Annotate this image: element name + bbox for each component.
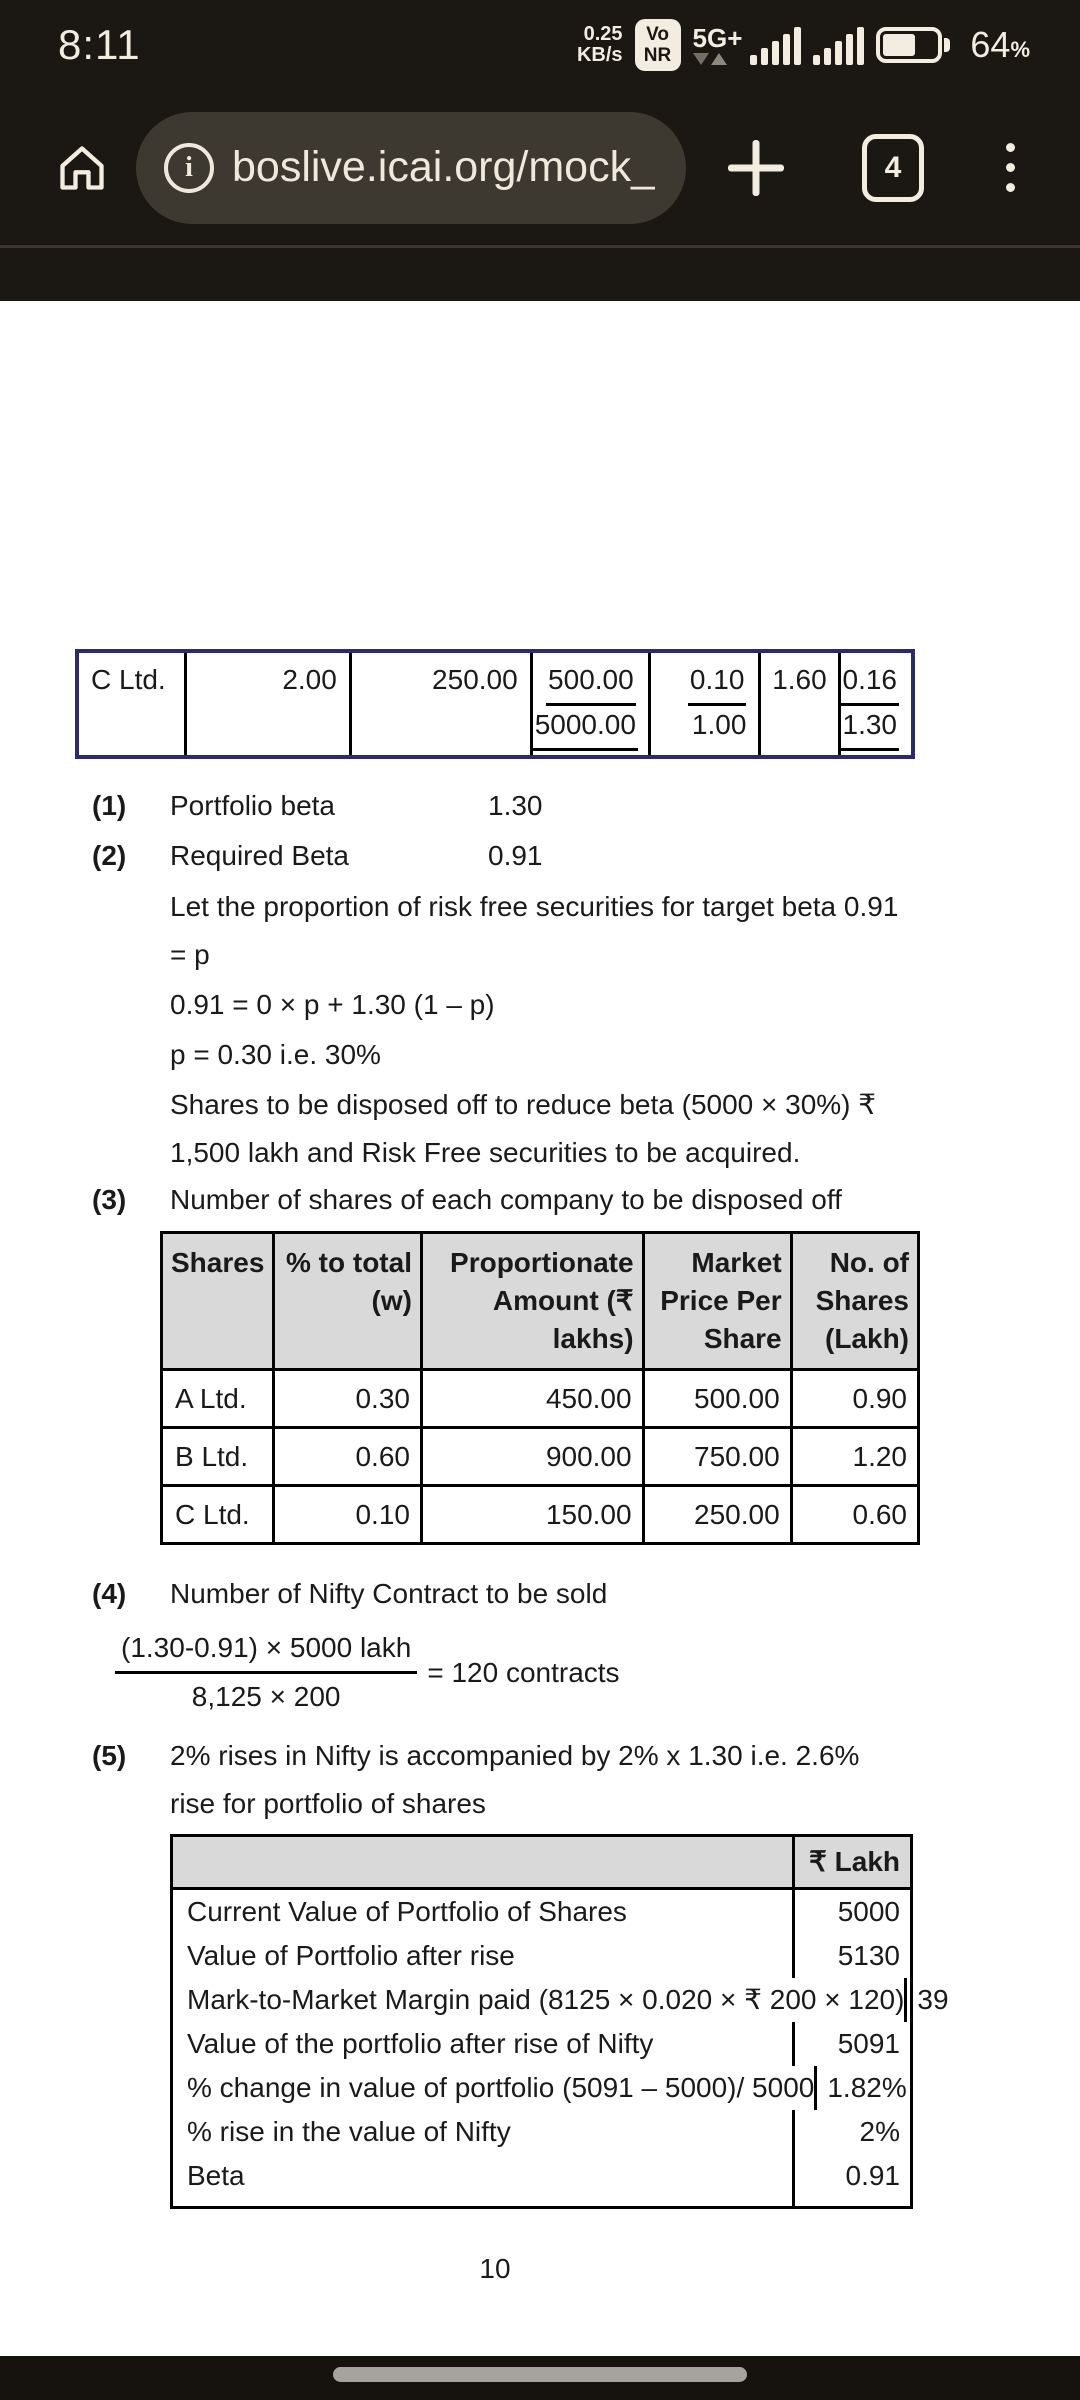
column-header: Proportionate Amount (₹ lakhs)	[421, 1233, 643, 1370]
navigation-bar	[0, 2356, 1080, 2400]
point-value: 1.30	[488, 790, 543, 821]
table-row: Beta 0.91	[173, 2154, 910, 2206]
point-1	[92, 783, 1080, 829]
table-row: A Ltd. 0.30 450.00 500.00 0.90	[162, 1370, 919, 1428]
table-row: Value of Portfolio after rise 5130	[173, 1934, 910, 1978]
browser-menu-button[interactable]	[1006, 143, 1015, 192]
signal-strength-icon-sim1	[750, 25, 801, 65]
table-row: Value of the portfolio after rise of Nifty 5091	[173, 2022, 910, 2066]
point-label: 2% rises in Nifty is accompanied by 2% x 1.30 i.e. 2.6% rise for portfolio of shares	[170, 1740, 860, 1819]
paragraph-proportion: Let the proportion of risk free securities for target beta 0.91 = p	[170, 891, 899, 970]
url-text[interactable]: boslive.icai.org/mock_	[232, 143, 656, 191]
point-3	[92, 1177, 1080, 1223]
point-2	[92, 833, 1080, 879]
point-number: (2)	[92, 840, 127, 871]
network-type-label: 5G+	[692, 23, 743, 53]
table-header-row	[162, 1233, 919, 1370]
table-cell: C Ltd.	[91, 664, 166, 695]
battery-percentage: 64%	[970, 24, 1030, 65]
document-viewport[interactable]	[0, 301, 1080, 2356]
point-label: Required Beta	[170, 840, 350, 871]
formula-numerator: (1.30-0.91) × 5000 lakh	[115, 1627, 417, 1674]
point-4	[92, 1571, 1080, 1617]
signal-strength-icon-sim2	[813, 25, 864, 65]
column-header: ₹ Lakh	[792, 1837, 910, 1887]
status-icons	[577, 19, 1030, 71]
table-cell: 0.10	[651, 657, 759, 702]
browser-toolbar	[0, 90, 1080, 248]
formula-denominator: 8,125 × 200	[191, 1681, 341, 1712]
paragraph-result: p = 0.30 i.e. 30%	[170, 1039, 381, 1070]
point-label: Portfolio beta	[170, 790, 335, 821]
page-number: 10	[479, 2253, 511, 2284]
table-row: % change in value of portfolio (5091 – 5000)/ 5000 1.82%	[173, 2066, 910, 2110]
vonr-icon: Vo NR	[635, 19, 681, 71]
table-cell: 0.16	[841, 657, 912, 702]
table-cell: 2.00	[282, 664, 337, 695]
status-bar	[0, 0, 1080, 90]
network-speed-unit: KB/s	[576, 44, 623, 66]
column-header: Market Price Per Share	[643, 1233, 791, 1370]
network-type-indicator	[693, 25, 743, 65]
paragraph-equation: 0.91 = 0 × p + 1.30 (1 – p)	[170, 989, 495, 1020]
tab-switcher-button[interactable]	[862, 134, 924, 202]
data-activity-icon	[693, 53, 727, 65]
network-speed-indicator	[577, 24, 623, 66]
battery-icon	[876, 27, 950, 63]
gesture-handle[interactable]	[333, 2367, 747, 2382]
network-speed-value: 0.25	[583, 23, 623, 45]
portfolio-summary-table	[170, 1834, 949, 2209]
column-header: Shares	[162, 1233, 274, 1370]
table-cell: 1.60	[772, 664, 827, 695]
table-cell: 250.00	[432, 664, 518, 695]
column-header: % to total (w)	[274, 1233, 422, 1370]
paragraph-shares-disposed: Shares to be disposed off to reduce beta (5000 × 30%) ₹ 1,500 lakh and Risk Free securities to be acquired.	[170, 1089, 877, 1168]
table-row: Mark-to-Market Margin paid (8125 × 0.020 × ₹ 200 × 120) 39	[173, 1978, 910, 2022]
point-number: (5)	[92, 1740, 127, 1771]
table-header-row	[173, 1837, 910, 1890]
table-row: Current Value of Portfolio of Shares 5000	[173, 1890, 910, 1934]
new-tab-button[interactable]	[728, 140, 784, 196]
point-value: 0.91	[488, 840, 543, 871]
table-row: B Ltd. 0.60 900.00 750.00 1.20	[162, 1428, 919, 1486]
clock: 8:11	[58, 21, 141, 68]
point-number: (3)	[92, 1184, 127, 1215]
home-button[interactable]	[56, 142, 108, 194]
table-row: % rise in the value of Nifty 2%	[173, 2110, 910, 2154]
point-number: (4)	[92, 1578, 127, 1609]
point-label: Number of Nifty Contract to be sold	[170, 1578, 608, 1609]
column-header: No. of Shares (Lakh)	[791, 1233, 918, 1370]
url-bar[interactable]	[136, 112, 686, 224]
table-cell: 500.00	[533, 657, 648, 702]
point-label: Number of shares of each company to be disposed off	[170, 1184, 842, 1215]
beta-computation-table: C Ltd. 2.00 250.00 500.00 5000.00 0.10 1.00 1.60 0.16 1.30	[75, 649, 915, 759]
point-5	[92, 1732, 1080, 1828]
point-number: (1)	[92, 790, 127, 821]
table-row: C Ltd. 0.10 150.00 250.00 0.60	[162, 1486, 919, 1544]
formula-result: = 120 contracts	[427, 1656, 620, 1688]
page-info-icon[interactable]: i	[164, 143, 214, 193]
nifty-contracts-formula	[115, 1627, 1080, 1718]
shares-disposal-table	[160, 1231, 920, 1545]
tab-count: 4	[884, 150, 902, 184]
